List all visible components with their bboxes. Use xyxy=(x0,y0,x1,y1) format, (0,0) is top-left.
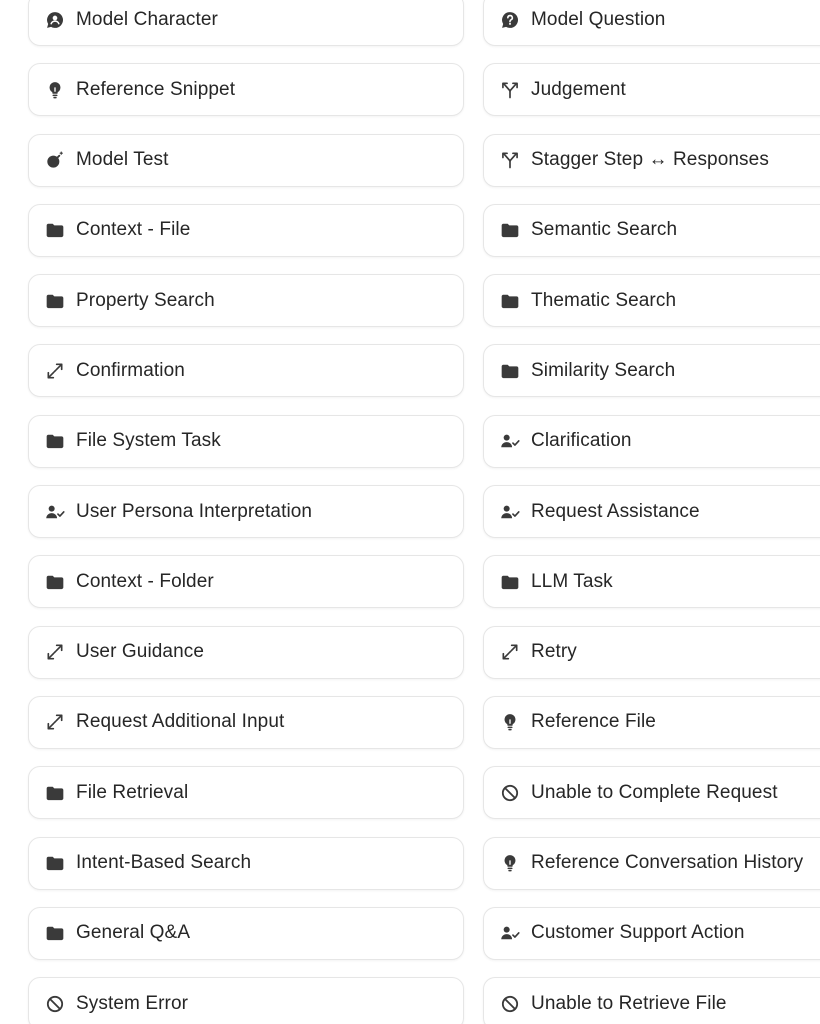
user-check-icon xyxy=(44,501,66,523)
card-user-guidance[interactable] xyxy=(28,626,464,679)
card-label: Judgement xyxy=(531,78,626,100)
card-llm-task[interactable] xyxy=(483,555,820,608)
user-check-icon xyxy=(499,430,521,452)
folder-icon xyxy=(44,290,66,312)
card-label: File Retrieval xyxy=(76,781,189,803)
card-label: Stagger Step ↔ Responses xyxy=(531,149,769,171)
card-general-q-a[interactable] xyxy=(28,907,464,960)
card-system-error[interactable] xyxy=(28,977,464,1024)
card-unable-to-complete-request[interactable] xyxy=(483,766,820,819)
card-label: Model Character xyxy=(76,8,218,30)
card-judgement[interactable] xyxy=(483,63,820,116)
card-label: Model Test xyxy=(76,149,169,171)
folder-icon xyxy=(44,782,66,804)
card-customer-support-action[interactable] xyxy=(483,907,820,960)
card-model-character[interactable] xyxy=(28,0,464,46)
ban-icon xyxy=(499,993,521,1015)
card-reference-file[interactable] xyxy=(483,696,820,749)
card-property-search[interactable] xyxy=(28,274,464,327)
arrows-diagonal-icon xyxy=(44,641,66,663)
card-context-file[interactable] xyxy=(28,204,464,257)
category-grid xyxy=(28,0,820,1024)
folder-icon xyxy=(44,430,66,452)
card-user-persona-interpretation[interactable] xyxy=(28,485,464,538)
card-label: Request Additional Input xyxy=(76,711,285,733)
card-label: Customer Support Action xyxy=(531,922,745,944)
card-label: Request Assistance xyxy=(531,500,700,522)
card-label: Reference File xyxy=(531,711,656,733)
folder-icon xyxy=(44,219,66,241)
card-reference-conversation-history[interactable] xyxy=(483,837,820,890)
lightbulb-icon xyxy=(44,79,66,101)
card-file-retrieval[interactable] xyxy=(28,766,464,819)
folder-icon xyxy=(499,360,521,382)
card-label: Thematic Search xyxy=(531,289,677,311)
arrows-diagonal-icon xyxy=(44,711,66,733)
lightbulb-icon xyxy=(499,711,521,733)
card-label: Similarity Search xyxy=(531,359,676,381)
card-thematic-search[interactable] xyxy=(483,274,820,327)
card-label: Reference Snippet xyxy=(76,78,236,100)
card-label: File System Task xyxy=(76,430,221,452)
card-label: User Guidance xyxy=(76,641,205,663)
card-retry[interactable] xyxy=(483,626,820,679)
card-label: Clarification xyxy=(531,430,632,452)
card-label: Context - File xyxy=(76,219,191,241)
card-label: Confirmation xyxy=(76,359,185,381)
card-confirmation[interactable] xyxy=(28,344,464,397)
card-model-test[interactable] xyxy=(28,134,464,187)
card-clarification[interactable] xyxy=(483,415,820,468)
folder-icon xyxy=(499,219,521,241)
card-file-system-task[interactable] xyxy=(28,415,464,468)
folder-icon xyxy=(499,290,521,312)
card-label: Unable to Retrieve File xyxy=(531,992,727,1014)
card-request-additional-input[interactable] xyxy=(28,696,464,749)
user-check-icon xyxy=(499,501,521,523)
card-context-folder[interactable] xyxy=(28,555,464,608)
card-reference-snippet[interactable] xyxy=(28,63,464,116)
question-bubble-icon xyxy=(499,9,521,31)
card-label: Retry xyxy=(531,641,577,663)
card-request-assistance[interactable] xyxy=(483,485,820,538)
merge-arrows-icon xyxy=(499,149,521,171)
bomb-icon xyxy=(44,149,66,171)
arrows-diagonal-icon xyxy=(499,641,521,663)
card-unable-to-retrieve-file[interactable] xyxy=(483,977,820,1024)
merge-arrows-icon xyxy=(499,79,521,101)
card-intent-based-search[interactable] xyxy=(28,837,464,890)
ban-icon xyxy=(44,993,66,1015)
card-label: General Q&A xyxy=(76,922,191,944)
card-label: Reference Conversation History xyxy=(531,852,804,874)
card-label: Model Question xyxy=(531,8,666,30)
lightbulb-icon xyxy=(499,852,521,874)
card-stagger-step-responses[interactable] xyxy=(483,134,820,187)
user-bubble-icon xyxy=(44,9,66,31)
arrows-diagonal-icon xyxy=(44,360,66,382)
card-label: Semantic Search xyxy=(531,219,678,241)
folder-icon xyxy=(44,852,66,874)
card-label: User Persona Interpretation xyxy=(76,500,313,522)
user-check-icon xyxy=(499,922,521,944)
folder-icon xyxy=(44,922,66,944)
folder-icon xyxy=(44,571,66,593)
card-similarity-search[interactable] xyxy=(483,344,820,397)
card-label: Unable to Complete Request xyxy=(531,781,778,803)
card-label: System Error xyxy=(76,992,189,1014)
card-label: LLM Task xyxy=(531,570,613,592)
card-label: Property Search xyxy=(76,289,215,311)
card-label: Context - Folder xyxy=(76,570,214,592)
card-model-question[interactable] xyxy=(483,0,820,46)
folder-icon xyxy=(499,571,521,593)
card-label: Intent-Based Search xyxy=(76,852,252,874)
card-semantic-search[interactable] xyxy=(483,204,820,257)
ban-icon xyxy=(499,782,521,804)
